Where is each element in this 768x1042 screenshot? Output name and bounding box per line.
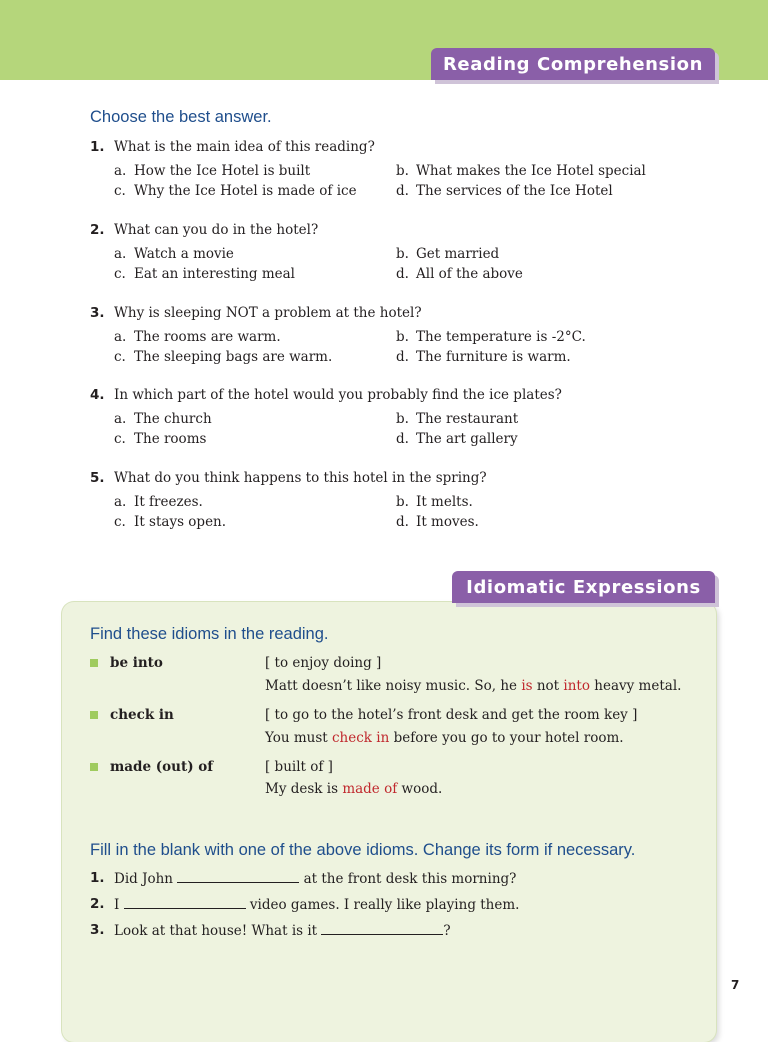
option-2a[interactable] <box>114 246 234 262</box>
option-letter: b. <box>396 329 409 345</box>
idiom-definition: [ to enjoy doing ] <box>265 655 382 671</box>
example-highlight: check in <box>332 730 390 746</box>
idioms-instruction: Find these idioms in the reading. <box>90 625 329 643</box>
fill-number: 1. <box>90 870 105 886</box>
option-4b[interactable] <box>396 411 518 427</box>
option-5a[interactable] <box>114 494 203 510</box>
option-letter: b. <box>396 246 409 262</box>
option-letter: c. <box>114 431 126 447</box>
option-4d[interactable] <box>396 431 518 447</box>
option-text: It melts. <box>416 494 473 510</box>
option-text: The sleeping bags are warm. <box>134 349 333 365</box>
option-text: It moves. <box>416 514 479 530</box>
fill-text: I <box>114 897 124 913</box>
option-letter: d. <box>396 514 409 530</box>
option-letter: a. <box>114 494 127 510</box>
option-letter: b. <box>396 411 409 427</box>
question-number: 3. <box>90 305 105 321</box>
option-text: The church <box>134 411 212 427</box>
idiom-term: made (out) of <box>110 759 214 775</box>
option-letter: d. <box>396 431 409 447</box>
reading-comprehension-tab: Reading Comprehension <box>431 48 715 80</box>
option-text: It stays open. <box>134 514 227 530</box>
question-number: 5. <box>90 470 105 486</box>
option-5d[interactable] <box>396 514 479 530</box>
example-highlight: into <box>563 678 590 694</box>
option-letter: a. <box>114 329 127 345</box>
option-letter: d. <box>396 349 409 365</box>
example-text: heavy metal. <box>589 678 682 694</box>
option-letter: c. <box>114 266 126 282</box>
option-text: The restaurant <box>416 411 519 427</box>
option-5b[interactable] <box>396 494 473 510</box>
option-letter: d. <box>396 183 409 199</box>
option-1a[interactable] <box>114 163 310 179</box>
idiom-example <box>265 678 681 694</box>
question-number: 4. <box>90 387 105 403</box>
option-text: The services of the Ice Hotel <box>416 183 613 199</box>
option-text: Why the Ice Hotel is made of ice <box>134 183 357 199</box>
example-text: Matt doesn’t like noisy music. So, he <box>265 678 522 694</box>
fill-text: Look at that house! What is it <box>114 923 322 939</box>
option-text: The furniture is warm. <box>416 349 571 365</box>
option-letter: a. <box>114 246 127 262</box>
option-letter: c. <box>114 183 126 199</box>
option-1b[interactable] <box>396 163 646 179</box>
fill-number: 2. <box>90 896 105 912</box>
option-letter: a. <box>114 163 127 179</box>
example-highlight: is <box>521 678 533 694</box>
option-5c[interactable] <box>114 514 226 530</box>
example-text: My desk is <box>265 781 343 797</box>
option-text: The temperature is -2°C. <box>416 329 586 345</box>
option-2c[interactable] <box>114 266 295 282</box>
question-text: Why is sleeping NOT a problem at the hotel? <box>114 305 422 321</box>
option-text: Eat an interesting meal <box>134 266 295 282</box>
question-text: What do you think happens to this hotel in the spring? <box>114 470 487 486</box>
question-text: What is the main idea of this reading? <box>114 139 375 155</box>
fill-blank[interactable] <box>321 922 443 935</box>
example-text: before you go to your hotel room. <box>389 730 624 746</box>
fill-text: ? <box>443 923 451 939</box>
option-text: It freezes. <box>134 494 203 510</box>
option-4c[interactable] <box>114 431 206 447</box>
option-text: The rooms <box>134 431 207 447</box>
idiom-example <box>265 781 442 797</box>
idiom-term: check in <box>110 707 174 723</box>
option-3d[interactable] <box>396 349 571 365</box>
question-number: 1. <box>90 139 105 155</box>
fill-text: Did John <box>114 871 178 887</box>
rc-instruction: Choose the best answer. <box>90 108 272 126</box>
option-letter: c. <box>114 349 126 365</box>
option-text: Watch a movie <box>134 246 234 262</box>
fill-blank[interactable] <box>124 896 246 909</box>
page-number: 7 <box>731 978 740 992</box>
bullet-square-icon <box>90 763 98 771</box>
fill-blank[interactable] <box>177 870 299 883</box>
option-text: What makes the Ice Hotel special <box>416 163 646 179</box>
fill-text: at the front desk this morning? <box>299 871 517 887</box>
option-text: All of the above <box>416 266 523 282</box>
option-4a[interactable] <box>114 411 212 427</box>
example-text: wood. <box>397 781 443 797</box>
option-text: The art gallery <box>416 431 518 447</box>
idiomatic-expressions-tab: Idiomatic Expressions <box>452 571 715 603</box>
bullet-square-icon <box>90 659 98 667</box>
option-text: Get married <box>416 246 500 262</box>
example-text: You must <box>265 730 332 746</box>
option-letter: b. <box>396 163 409 179</box>
option-letter: d. <box>396 266 409 282</box>
option-letter: a. <box>114 411 127 427</box>
option-3b[interactable] <box>396 329 586 345</box>
fill-instruction: Fill in the blank with one of the above idioms. Change its form if necessary. <box>90 841 636 859</box>
bullet-square-icon <box>90 711 98 719</box>
option-letter: c. <box>114 514 126 530</box>
option-text: How the Ice Hotel is built <box>134 163 311 179</box>
option-2d[interactable] <box>396 266 523 282</box>
question-text: What can you do in the hotel? <box>114 222 319 238</box>
question-text: In which part of the hotel would you probably find the ice plates? <box>114 387 562 403</box>
idiom-example <box>265 730 624 746</box>
option-1c[interactable] <box>114 183 357 199</box>
question-number: 2. <box>90 222 105 238</box>
example-highlight: made of <box>342 781 398 797</box>
idiom-definition: [ built of ] <box>265 759 333 775</box>
example-text: not <box>532 678 564 694</box>
option-2b[interactable] <box>396 246 499 262</box>
option-3a[interactable] <box>114 329 281 345</box>
fill-number: 3. <box>90 922 105 938</box>
idiom-term: be into <box>110 655 163 671</box>
option-letter: b. <box>396 494 409 510</box>
option-3c[interactable] <box>114 349 332 365</box>
option-1d[interactable] <box>396 183 613 199</box>
idiom-definition: [ to go to the hotel’s front desk and get the room key ] <box>265 707 638 723</box>
fill-text: video games. I really like playing them. <box>245 897 520 913</box>
option-text: The rooms are warm. <box>134 329 281 345</box>
